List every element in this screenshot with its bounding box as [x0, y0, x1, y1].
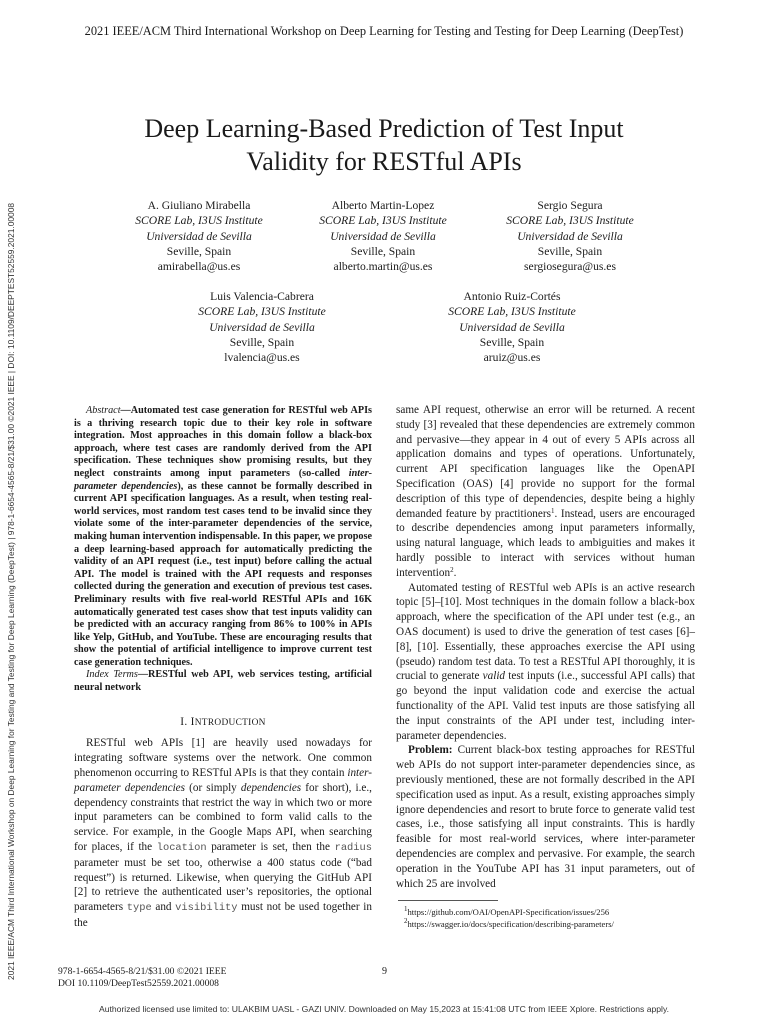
author-name: Antonio Ruiz-Cortés [463, 290, 561, 303]
author-name: A. Giuliano Mirabella [147, 199, 251, 212]
author-lab: SCORE Lab, I3US Institute [135, 214, 263, 228]
footnote-1: $^1$https://github.com/OAI/OpenAPI-Specification/issues/256 [404, 905, 610, 917]
intro-paragraph-1: RESTful web APIs [1] are heavily used nowadays for integrating software systems over the network. One common phenomenon occurring to RESTful APIs is that they contain inter-parameter dependencies (or simply dependencies for short), i.e., dependency constraints that restrict the way in which two or more input parameters can be combined to form valid calls to the service. For example, in the Google Maps API, when searching for places, if the location parameter is set, then the radius parameter must be set too, otherwise a 400 status code (“bad request”) is returned. Likewise, when querying the GitHub API [2] to retrieve the authenticated user’s repositories, the optional parameters type and visibility must not be used together in the [74, 737, 372, 930]
right-paragraph-2: Automated testing of RESTful web APIs is an active research topic [5]–[10]. Most techniques in the domain follow a black-box approach, where the specification of the API under test (e.g., an OAS document) is used to drive the generation of test cases [6]–[8], [10]. Essentially, these approaches exercise the API using (pseudo) random test data. To test a RESTful API thoroughly, it is crucial to generate valid test inputs (i.e., successful API calls) that go beyond the input validation code and exercise the actual functionality of the API. Valid test inputs are those satisfying all the input constraints of the API under test, including inter-parameter dependencies. [396, 581, 695, 742]
footnote-1-link[interactable]: https://github.com/OAI/OpenAPI-Specification/issues/256 [407, 907, 610, 917]
author-lab: SCORE Lab, I3US Institute [448, 305, 576, 319]
section-title: NTRODUCTION [194, 717, 266, 728]
abstract-italic-term: inter-parameter dependencies [74, 467, 372, 492]
author-university: Universidad de Sevilla [146, 229, 252, 243]
footer-copyright [58, 966, 227, 990]
author-city: Seville, Spain [166, 244, 232, 258]
paper-title [84, 112, 684, 178]
author-name: Luis Valencia-Cabrera [210, 290, 314, 303]
author-university: Universidad de Sevilla [330, 229, 436, 243]
author-lab: SCORE Lab, I3US Institute [198, 305, 326, 319]
abstract-text-continued: ), as these cannot be formally described in current API specification languages. As a result, when testing real-world services, most random test cases tend to be invalid since they violate some of the inter-parameter dependencies of the service, making human intervention indispensable. In this paper, we propose a deep learning-based approach for automatically predicting the validity of an API request (i.e., test input) before calling the actual API. The model is trained with the API requests and responses collected during the generation and execution of previous test cases. Preliminary results with five real-world RESTful APIs and 16K automatically generated test cases show that test inputs validity can be predicted with an accuracy ranging from 86% to 100% in APIs like Yelp, GitHub, and YouTube. These are encouraging results that show the potential of artificial intelligence to improve current test case generation techniques. [74, 480, 373, 668]
section-number: I. I [180, 715, 195, 728]
author-name: Alberto Martin-Lopez [331, 199, 435, 212]
right-paragraph-1: same API request, otherwise an error will be returned. A recent study [3] revealed that these dependencies are extremely common and pervasive—they appear in 4 out of every 5 APIs across all application domains and types of operations. Unfortunately, current API specification languages like the OpenAPI Specification (OAS) [4] provide no support for the formal description of this type of dependencies, despite being a highly demanded feature by practitioners$^1$. Instead, users are encouraged to describe dependencies among input parameters informally, using natural language, which leads to ambiguities and makes it hardly possible to interact with services without human intervention$^2$. [396, 404, 695, 579]
author-block-5 [412, 289, 612, 365]
author-email: alberto.martin@us.es [333, 260, 433, 274]
author-email: aruiz@us.es [483, 351, 541, 365]
left-column [74, 405, 372, 931]
section-heading-introduction [74, 715, 372, 731]
author-email: lvalencia@us.es [224, 351, 300, 365]
abstract-text: —Automated test case generation for RESTful web APIs is a thriving research topic due to their key role in software integration. Most approaches in this domain follow a black-box approach, where test cases are randomly derived from the API specification. These techniques show promising results, but they neglect constraints among input parameters (so-called [74, 405, 372, 479]
footnote-ref-1[interactable]: 1 [550, 506, 555, 515]
author-block-3 [470, 198, 670, 274]
author-email: sergiosegura@us.es [524, 260, 616, 274]
author-block-2 [283, 198, 483, 274]
author-university: Universidad de Sevilla [209, 320, 315, 334]
author-lab: SCORE Lab, I3US Institute [319, 214, 447, 228]
abstract-label: Abstract [86, 405, 121, 416]
author-name: Sergio Segura [537, 199, 603, 212]
footer-doi: DOI 10.1109/DeepTest52559.2021.00008 [58, 978, 219, 989]
index-terms [74, 669, 372, 694]
author-block-1 [99, 198, 299, 274]
right-paragraph-problem: Problem: Current black-box testing approaches for RESTful web APIs do not support inter-parameter dependencies since, as previously mentioned, these are not formally described in the API specification used as input. As a result, existing approaches simply ignore dependencies and resort to brute force to generate valid test cases, i.e., those satisfying all input constraints. This is hardly feasible for most real-world services, where inter-parameter dependencies are complex and pervasive. For example, the search operation in the YouTube API has 31 input parameters, out of which 25 are involved [396, 744, 695, 890]
code-radius: radius [334, 842, 372, 855]
index-terms-text: —RESTful web API, web services testing, artificial neural network [74, 669, 372, 694]
code-type: type [126, 902, 152, 915]
abstract [74, 405, 372, 669]
index-terms-label: Index Terms [86, 669, 138, 681]
problem-label: Problem: [408, 744, 453, 757]
footnote-2: $^2$https://swagger.io/docs/specification/describing-parameters/ [404, 917, 614, 929]
footnote-ref-2[interactable]: 2 [450, 565, 454, 574]
page-number: 9 [382, 966, 387, 977]
author-city: Seville, Spain [479, 335, 545, 349]
title-line-1: Deep Learning-Based Prediction of Test Input [144, 114, 624, 143]
footer-isbn: 978-1-6654-4565-8/21/$31.00 ©2021 IEEE [58, 966, 227, 977]
author-city: Seville, Spain [537, 244, 603, 258]
code-location: location [156, 842, 207, 855]
author-lab: SCORE Lab, I3US Institute [506, 214, 634, 228]
right-column [396, 403, 695, 891]
author-block-4 [162, 289, 362, 365]
conference-header: 2021 IEEE/ACM Third International Workshop on Deep Learning for Testing and Testing for Deep Learning (DeepTest) [84, 24, 684, 38]
author-university: Universidad de Sevilla [459, 320, 565, 334]
title-line-2: Validity for RESTful APIs [246, 147, 522, 176]
author-city: Seville, Spain [350, 244, 416, 258]
author-city: Seville, Spain [229, 335, 295, 349]
code-visibility: visibility [175, 902, 238, 915]
author-university: Universidad de Sevilla [517, 229, 623, 243]
footnote-2-link[interactable]: https://swagger.io/docs/specification/describing-parameters/ [407, 919, 614, 929]
footnotes [404, 906, 694, 930]
footnote-divider [398, 900, 498, 901]
author-email: amirabella@us.es [157, 260, 241, 274]
license-notice: Authorized licensed use limited to: ULAKBIM UASL - GAZI UNIV. Downloaded on May 15,2023 at 15:41:08 UTC from IEEE Xplore. Restrictions apply. [98, 1004, 669, 1014]
side-copyright-notice: 2021 IEEE/ACM Third International Workshop on Deep Learning for Testing and Testing for Deep Learning (DeepTest) | 978-1-6654-4565-8/21/$31.00 ©2021 IEEE | DOI: 10.1109/DEEPTEST52559.2021.00008 [6, 202, 16, 980]
